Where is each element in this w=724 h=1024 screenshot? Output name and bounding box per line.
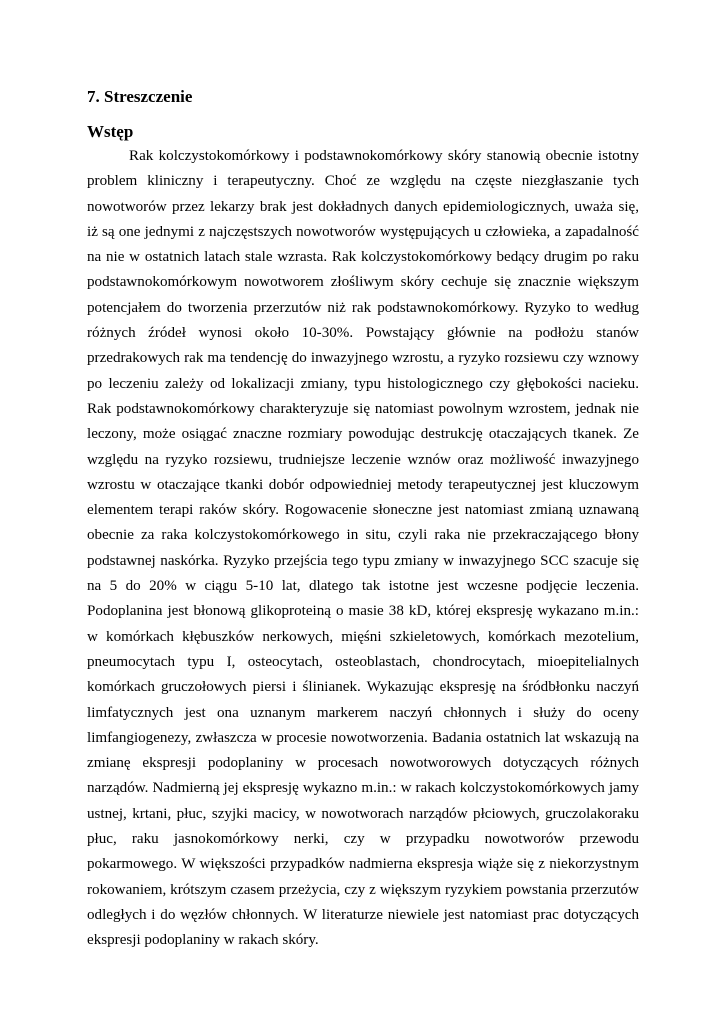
- sub-heading: Wstęp: [87, 122, 134, 141]
- body-paragraph: Rak kolczystokomórkowy i podstawnokomórkowy skóry stanowią obecnie istotny problem kliniczny i terapeutyczny. Choć ze względu na częste niezgłaszanie tych nowotworów przez lekarzy brak jest dokładnych danych epidemiologicznych, uważa się, iż są one jednymi z najczęstszych nowotworów występujących u człowieka, a zapadalność na nie w ostatnich latach stale wzrasta. Rak kolczystokomórkowy bedący drugim po raku podstawnokomórkowym nowotworem złośliwym skóry cechuje się znacznie większym potencjałem do tworzenia przerzutów niż rak podstawnokomórkowy. Ryzyko to według różnych źródeł wynosi około 10-30%. Powstający głównie na podłożu stanów przedrakowych rak ma tendencję do inwazyjnego wzrostu, a ryzyko rozsiewu czy wznowy po leczeniu zależy od lokalizacji zmiany, typu histologicznego czy głębokości nacieku. Rak podstawnokomórkowy charakteryzuje się natomiast powolnym wzrostem, jednak nie leczony, może osiągać znaczne rozmiary powodując destrukcję otaczających tkanek. Ze względu na ryzyko rozsiewu, trudniejsze leczenie wznów oraz możliwość inwazyjnego wzrostu w otaczające tkanki dobór odpowiedniej metody terapeutycznej jest kluczowym elementem terapi raków skóry. Rogowacenie słoneczne jest natomiast zmianą uznawaną obecnie za raka kolczystokomórkowego in situ, czyli raka nie przekraczającego błony podstawnej naskórka. Ryzyko przejścia tego typu zmiany w inwazyjnego SCC szacuje się na 5 do 20% w ciągu 5-10 lat, dlatego tak istotne jest wczesne podjęcie leczenia. Podoplanina jest błonową glikoproteiną o masie 38 kD, której ekspresję wykazano m.in.: w komórkach kłębuszków nerkowych, mięśni szkieletowych, komórkach mezotelium, pneumocytach typu I, osteocytach, osteoblastach, chondrocytach, mioepitelialnych komórkach gruczołowych piersi i ślinianek. Wykazując ekspresję na śródbłonku naczyń limfatycznych jest ona uznanym markerem naczyń chłonnych i służy do oceny limfangiogenezy, zwłaszcza w procesie nowotworzenia. Badania ostatnich lat wskazują na zmianę ekspresji podoplaniny w procesach nowotworowych dotyczących różnych narządów. Nadmierną jej ekspresję wykazno m.in.: w rakach kolczystokomórkowych jamy ustnej, krtani, płuc, szyjki macicy, w nowotworach narządów płciowych, gruczolakoraku płuc, raku jasnokomórkowy nerki, czy w przypadku nowotworów przewodu pokarmowego. W większości przypadków nadmierna ekspresja wiąże się z niekorzystnym rokowaniem, krótszym czasem przeżycia, czy z większym ryzykiem powstania przerzutów odległych i do węzłów chłonnych. W literaturze niewiele jest natomiast prac dotyczących ekspresji podoplaniny w rakach skóry.: [87, 148, 639, 949]
- section-heading: 7. Streszczenie: [87, 87, 193, 106]
